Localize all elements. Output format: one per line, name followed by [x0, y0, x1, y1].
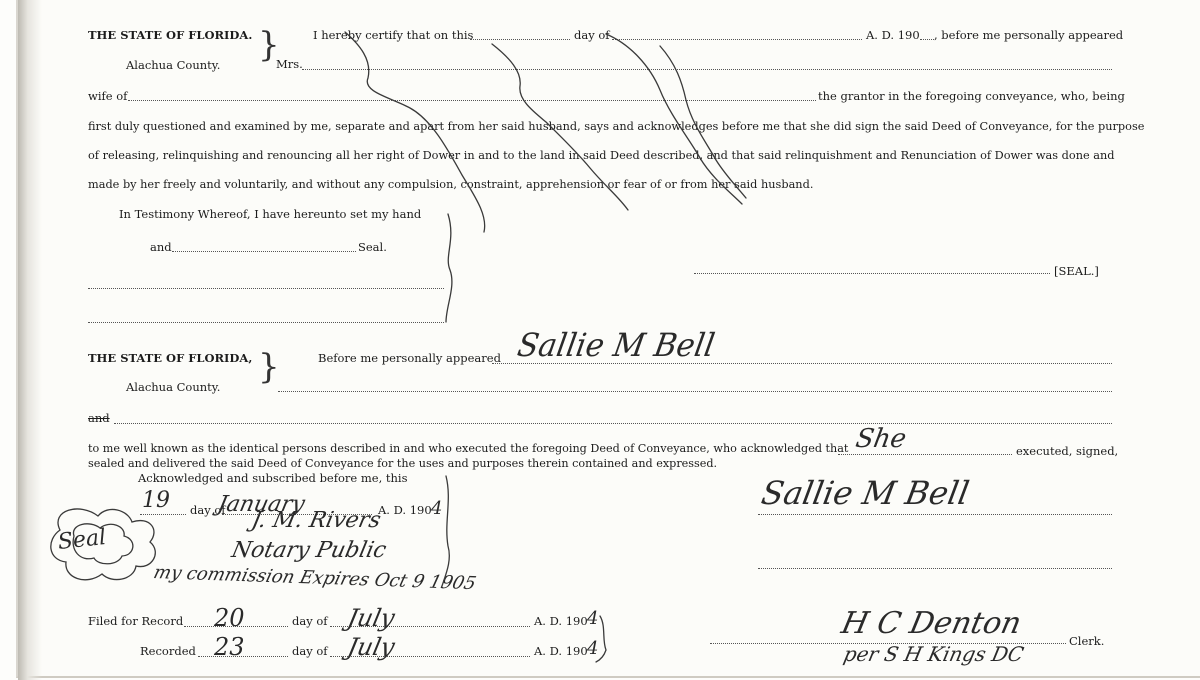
- ack-bracket: [442, 476, 449, 586]
- seal-label: Seal.: [358, 240, 387, 254]
- testimony-bracket: [446, 214, 452, 322]
- body-line-5: made by her freely and voluntarily, and without any compulsion, constraint, apprehension or fear of or from her said husband.: [88, 178, 814, 191]
- seal-doodle-inner: [73, 524, 133, 564]
- ack-month-handwriting: January: [215, 492, 308, 517]
- testimony-text: In Testimony Whereof, I have hereunto set my hand: [119, 207, 422, 221]
- county-label-2: Alachua County.: [126, 380, 221, 394]
- acknowledged-text: Acknowledged and subscribed before me, this: [138, 471, 408, 485]
- ack-year-handwriting: 4: [431, 498, 443, 519]
- seal-doodle: [51, 509, 155, 580]
- clerk-signature-handwriting: H C Denton: [838, 606, 1025, 641]
- commission-handwriting: my commission Expires Oct 9 1905: [151, 562, 479, 595]
- filed-ad-label: A. D. 190: [534, 614, 588, 628]
- and-label-1: and: [150, 240, 172, 254]
- filed-day-of: day of: [292, 614, 328, 628]
- body-line-3: first duly questioned and examined by me, separate and apart from her said husband, says and acknowledges before me that she did sign the said Deed of Conveyance, for the purpose: [88, 120, 1145, 133]
- signer-handwriting: Sallie M Bell: [514, 326, 718, 364]
- brace-1: }: [258, 25, 280, 65]
- notary-title-handwriting: Notary Public: [229, 538, 389, 563]
- cancel-loop-4: [660, 46, 746, 198]
- filed-day-handwriting: 20: [214, 604, 245, 632]
- recorded-day-of: day of: [292, 644, 328, 658]
- filing-bracket: [596, 616, 606, 662]
- recorded-month-handwriting: July: [345, 633, 398, 661]
- recorded-label: Recorded: [140, 644, 196, 658]
- grantor-text: the grantor in the foregoing conveyance, who, being: [818, 89, 1125, 103]
- state-heading-2: THE STATE OF FLORIDA,: [88, 351, 253, 365]
- filed-label: Filed for Record: [88, 614, 184, 628]
- she-handwriting: She: [853, 424, 909, 454]
- recorded-year-handwriting: 4: [587, 638, 599, 659]
- and-struck: and: [88, 411, 110, 425]
- before-me-text: Before me personally appeared: [318, 351, 501, 365]
- ack-ad-label: A. D. 190: [378, 503, 432, 517]
- recorded-day-handwriting: 23: [214, 633, 245, 661]
- executed-text: executed, signed,: [1016, 444, 1119, 458]
- appeared-label: , before me personally appeared: [934, 28, 1124, 42]
- filed-year-handwriting: 4: [587, 608, 599, 629]
- mrs-label: Mrs.: [276, 57, 303, 71]
- filed-month-handwriting: July: [345, 604, 398, 632]
- deputy-handwriting: per S H Kings DC: [841, 642, 1026, 666]
- brace-2: }: [258, 347, 280, 387]
- certify-text: I hereby certify that on this: [313, 28, 474, 42]
- day-of-label: day of: [574, 28, 610, 42]
- ad-label: A. D. 190: [866, 28, 920, 42]
- sealed-line: sealed and delivered the said Deed of Conveyance for the uses and purposes therein contained and expressed.: [88, 457, 718, 470]
- known-line: to me well known as the identical persons described in and who executed the foregoing Deed of Conveyance, who acknowledged that: [88, 442, 849, 455]
- cancel-loop-1: [345, 32, 485, 232]
- signature-handwriting: Sallie M Bell: [758, 474, 973, 512]
- county-label-1: Alachua County.: [126, 58, 221, 72]
- ack-day-handwriting: 19: [142, 488, 170, 513]
- seal-bracket: [SEAL.]: [1054, 264, 1099, 278]
- state-heading-1: THE STATE OF FLORIDA.: [88, 28, 253, 42]
- ack-day-of: day of: [190, 503, 226, 517]
- cancel-loop-3: [606, 34, 742, 204]
- body-line-4: of releasing, relinquishing and renouncing all her right of Dower in and to the land in said Deed described, and that said relinquishment and Renunciation of Dower was done and: [88, 149, 1115, 162]
- seal-handwriting: Seal: [56, 525, 108, 555]
- recorded-ad-label: A. D. 190: [534, 644, 588, 658]
- wife-of-label: wife of: [88, 89, 128, 103]
- cancel-loop-2: [492, 44, 628, 210]
- clerk-label: Clerk.: [1069, 634, 1105, 648]
- notary-name-handwriting: J. M. Rivers: [249, 508, 384, 533]
